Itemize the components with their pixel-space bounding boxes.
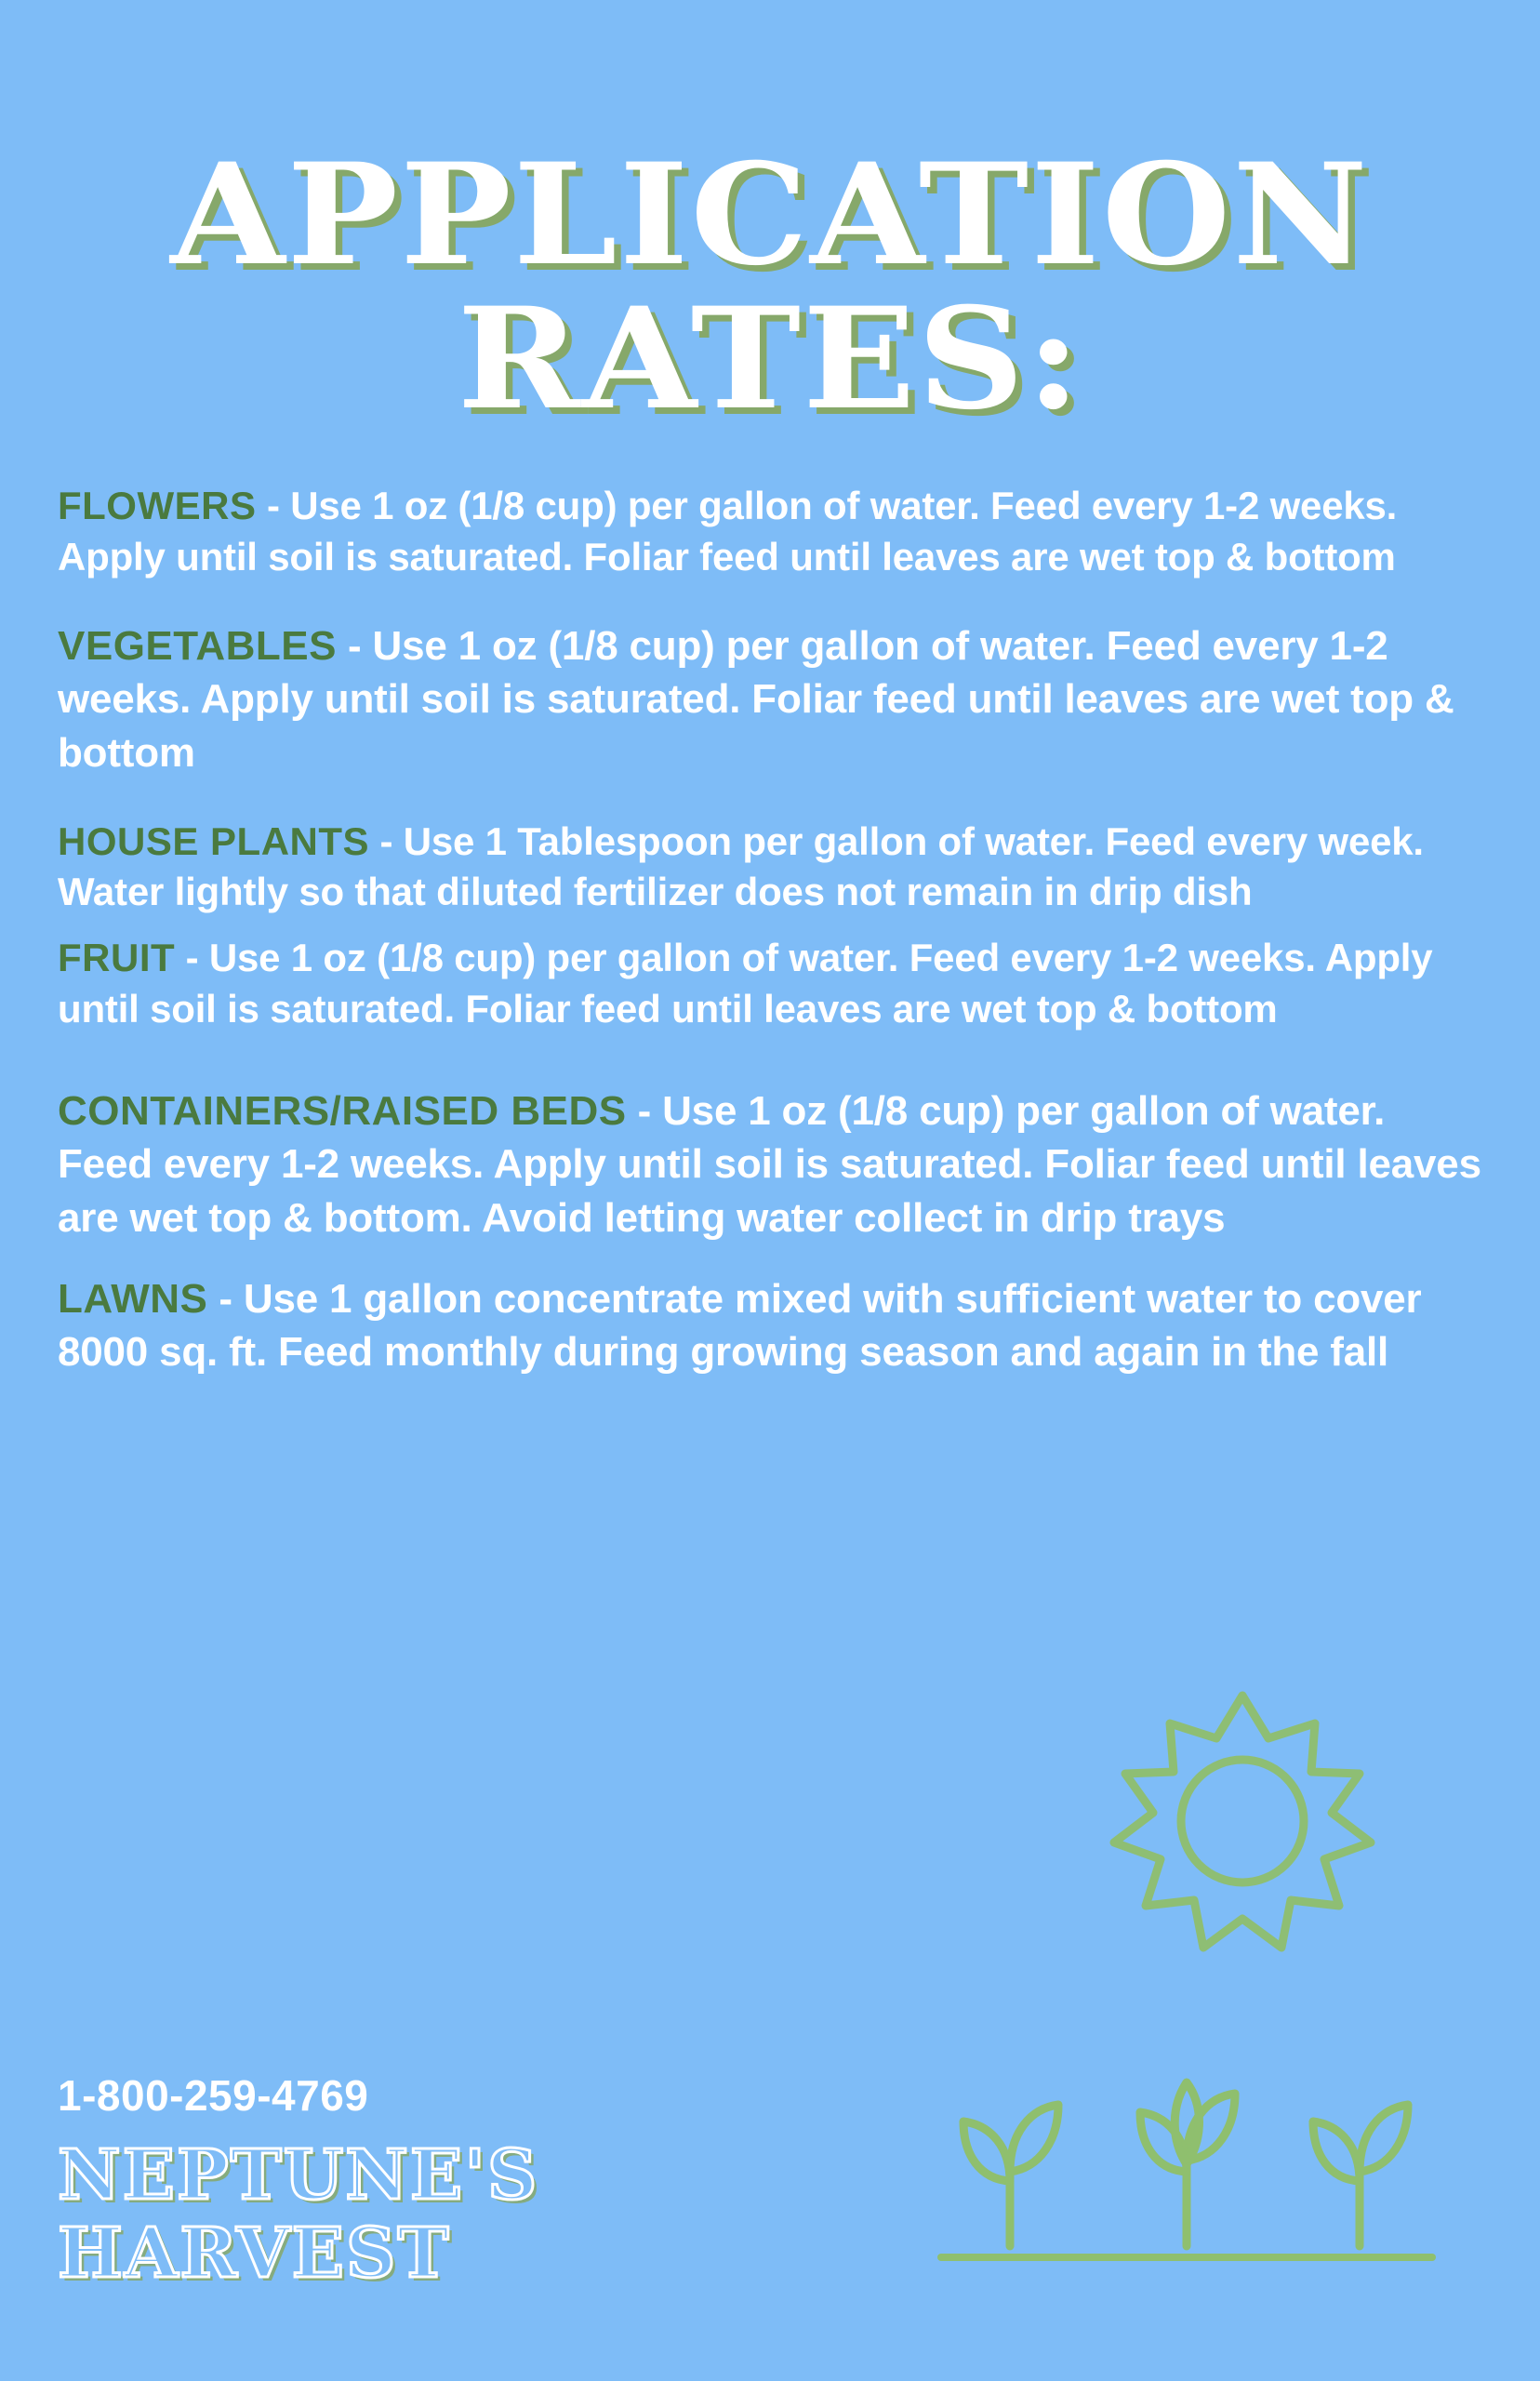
- section-fruit-heading: FRUIT: [58, 935, 176, 979]
- page-title: [0, 0, 1540, 441]
- section-containers-raised-beds-body: Use 1 oz (1/8 cup) per gallon of water. Feed every 1-2 weeks. Apply until soil is saturated. Foliar feed until leaves are wet top & bottom. Avoid letting water collect in drip trays: [58, 1088, 1481, 1241]
- application-rates-list: [0, 425, 1540, 1378]
- section-fruit-separator: -: [175, 935, 209, 979]
- section-lawns-heading: LAWNS: [58, 1275, 208, 1322]
- section-containers-raised-beds-separator: -: [626, 1088, 663, 1135]
- footer: [58, 2070, 539, 2294]
- brand-logo: [58, 2135, 539, 2294]
- section-house-plants-heading: HOUSE PLANTS: [58, 818, 370, 863]
- phone-number[interactable]: 1-800-259-4769: [58, 2071, 369, 2120]
- section-fruit-body: Use 1 oz (1/8 cup) per gallon of water. Feed every 1-2 weeks. Apply until soil is saturated. Foliar feed until leaves are wet top & bottom: [58, 935, 1433, 1031]
- sun-icon: [1075, 1669, 1410, 1981]
- section-flowers-body: Use 1 oz (1/8 cup) per gallon of water. Feed every 1-2 weeks. Apply until soil is saturated. Foliar feed until leaves are wet top & bottom: [58, 484, 1398, 579]
- section-vegetables-body: Use 1 oz (1/8 cup) per gallon of water. Feed every 1-2 weeks. Apply until soil is saturated. Foliar feed until leaves are wet top & bottom: [58, 623, 1454, 776]
- section-vegetables-heading: VEGETABLES: [58, 623, 338, 670]
- section-containers-raised-beds: [58, 1084, 1482, 1244]
- title-line-1: APPLICATION: [170, 133, 1370, 297]
- section-lawns-separator: -: [207, 1275, 244, 1322]
- section-house-plants: [58, 817, 1482, 918]
- section-house-plants-separator: -: [369, 818, 404, 863]
- section-fruit: [58, 933, 1482, 1034]
- section-flowers-heading: FLOWERS: [58, 484, 257, 527]
- section-flowers-separator: -: [256, 484, 291, 527]
- three-seedlings-icon: [926, 2060, 1447, 2297]
- section-lawns-body: Use 1 gallon concentrate mixed with sufficient water to cover 8000 sq. ft. Feed monthly during growing season and again in the fall: [58, 1275, 1422, 1375]
- brand-line-1: NEPTUNE'S: [58, 2135, 539, 2215]
- section-vegetables: [58, 619, 1482, 779]
- section-house-plants-body: Use 1 Tablespoon per gallon of water. Feed every week. Water lightly so that diluted fertilizer does not remain in drip dish: [58, 818, 1424, 914]
- brand-line-2: HARVEST: [58, 2214, 451, 2294]
- title-line-2: RATES:: [457, 276, 1083, 441]
- section-vegetables-separator: -: [337, 623, 373, 670]
- section-flowers: [58, 481, 1482, 582]
- section-containers-raised-beds-heading: CONTAINERS/RAISED BEDS: [58, 1088, 627, 1135]
- section-lawns: [58, 1272, 1482, 1378]
